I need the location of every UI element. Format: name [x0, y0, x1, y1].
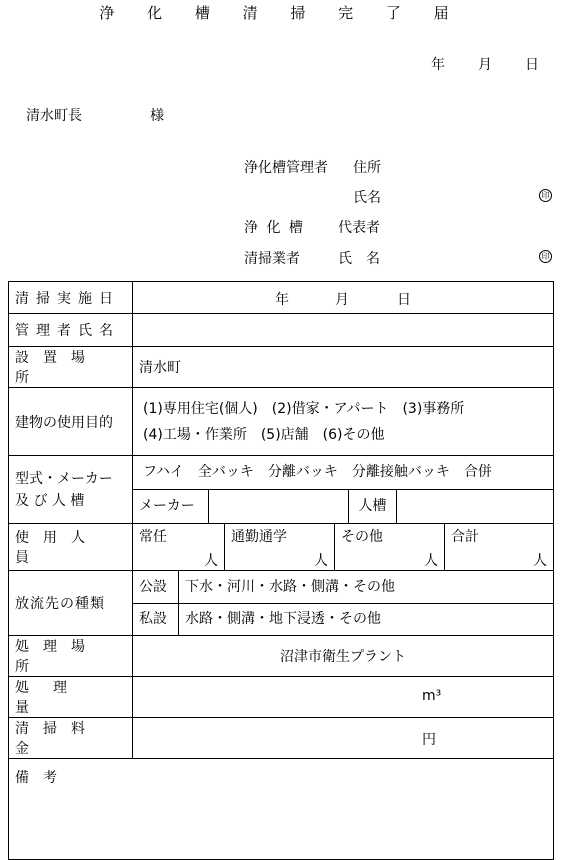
notes-field[interactable] [9, 759, 554, 860]
row-label-purpose: 建物の使用目的 [9, 388, 133, 456]
users-col-unit: 人 [204, 553, 218, 569]
users-col-label: 通勤通学 [231, 529, 287, 545]
maker-label: メーカー [133, 490, 209, 523]
notes-label: 備 考 [15, 770, 57, 786]
users-col-unit: 人 [533, 553, 547, 569]
cleaning-form-table [8, 281, 554, 860]
users-col-2[interactable] [335, 524, 445, 570]
purpose-line-1: (1)専用住宅(個人) (2)借家・アパート (3)事務所 [143, 400, 465, 417]
purpose-line-2: (4)工場・作業所 (5)店舗 (6)その他 [143, 426, 385, 443]
purpose-options[interactable] [133, 388, 554, 456]
users-col-label: 合計 [451, 529, 479, 545]
tank-type-options[interactable]: フハイ 全バッキ 分離バッキ 分離接触バッキ 合併 [133, 456, 553, 490]
users-cell [133, 524, 554, 571]
users-col-label: その他 [341, 529, 383, 545]
date-month: 月 [478, 57, 492, 73]
row-label-model: 型式・メーカー 及 び 人 槽 [9, 456, 133, 524]
volume-field[interactable]: m³ [133, 677, 554, 718]
cleaning-date-field[interactable]: 年 月 日 [133, 282, 554, 314]
seal-icon: 印 [539, 250, 552, 263]
manager-address-label: 住所 [353, 160, 381, 176]
row-label-volume: 処理量 [9, 677, 133, 718]
discharge-private-options[interactable]: 水路・側溝・地下浸透・その他 [185, 611, 381, 627]
cleaner-rep-label: 代表者 [338, 220, 380, 236]
discharge-public-label: 公設 [133, 571, 179, 603]
cleaner-name-label: 氏 名 [338, 251, 380, 267]
model-cell [133, 456, 554, 524]
form-title: 浄 化 槽 清 掃 完 了 届 [99, 4, 463, 22]
manager-name-label: 氏名 [353, 190, 381, 206]
addressee-honorific: 様 [150, 108, 164, 124]
fee-field[interactable]: 円 [133, 718, 554, 759]
row-label-discharge: 放流先の種類 [9, 571, 133, 636]
users-col-0[interactable] [133, 524, 225, 570]
plant-field[interactable]: 沼津市衛生プラント [133, 636, 554, 677]
users-col-unit: 人 [424, 553, 438, 569]
row-label-plant: 処理場所 [9, 636, 133, 677]
row-label-users: 使用人員 [9, 524, 133, 571]
manager-name-field[interactable] [133, 314, 554, 347]
cleaner-label2: 清掃業者 [244, 251, 300, 267]
users-col-label: 常任 [139, 529, 167, 545]
capacity-label: 人槽 [349, 490, 397, 523]
date-year: 年 [431, 57, 445, 73]
row-label-location: 設置場所 [9, 347, 133, 388]
addressee-name: 清水町長 [26, 108, 82, 124]
row-label-manager-name: 管理者氏名 [9, 314, 133, 347]
date-day: 日 [525, 57, 539, 73]
manager-label: 浄化槽管理者 [244, 160, 328, 176]
users-col-1[interactable] [225, 524, 335, 570]
row-label-fee: 清掃料金 [9, 718, 133, 759]
location-field[interactable]: 清水町 [133, 347, 554, 388]
seal-icon: 印 [539, 189, 552, 202]
discharge-cell [133, 571, 554, 636]
users-col-unit: 人 [314, 553, 328, 569]
discharge-private-label: 私設 [133, 604, 179, 635]
row-label-date: 清掃実施日 [9, 282, 133, 314]
discharge-public-options[interactable]: 下水・河川・水路・側溝・その他 [185, 579, 395, 595]
maker-field[interactable] [209, 490, 349, 523]
users-col-3[interactable] [445, 524, 553, 570]
capacity-field[interactable] [397, 490, 553, 523]
cleaner-label1: 浄 化 槽 [244, 220, 305, 236]
